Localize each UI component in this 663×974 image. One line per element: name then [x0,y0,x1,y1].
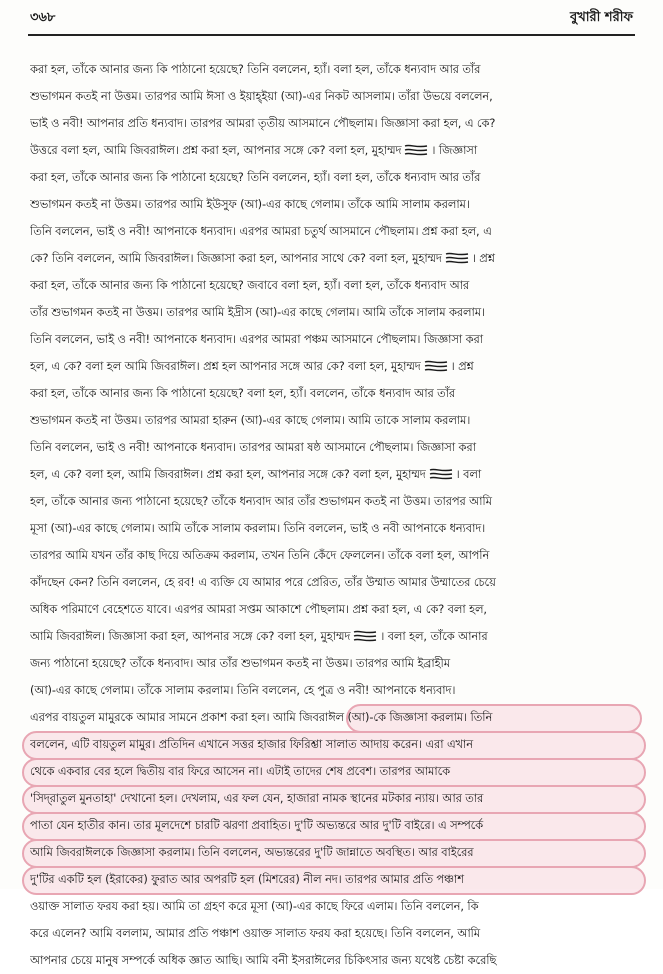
line-text: তাঁর শুভাগমন কতই না উত্তম। তারপর আমি ইদ্রীস (আ)-এর কাছে গেলাম। আমি তাঁকে সালাম করলাম। [30,305,485,319]
body-line [30,353,636,380]
line-text: 'সিদ্‌রাতুল মুনতাহা' দেখানো হল। দেখলাম, এর ফল যেন, হাজারা নামক স্থানের মটকার ন্যায়। আর তার [30,791,484,805]
salutation-icon [429,463,453,475]
body-line [30,650,636,677]
body-line [30,380,636,407]
line-text: আপনার চেয়ে মানুষ সম্পর্কে অধিক জ্ঞাত আছি। আমি বনী ইসরাঈলের চিকিৎসার জন্য যথেষ্ট চেষ্টা করেছি [30,953,497,967]
body-line [30,407,636,434]
line-text: । প্রশ্ন [471,251,495,265]
body-line [30,785,636,812]
body-line [30,272,636,299]
line-text: বললেন, এটি বায়তুল মামুর। প্রতিদিন এখানে সত্তর হাজার ফিরিশ্তা সালাত আদায় করেন। এরা এখান [30,737,473,751]
line-text: কে? তিনি বললেন, আমি জিবরাঈল। জিজ্ঞাসা করা হল, আপনার সাথে কে? বলা হল, মুহাম্মদ [30,251,442,265]
line-text: কাঁদছেন কেন? তিনি বললেন, হে রব! এ ব্যক্তি যে আমার পরে প্রেরিত, তাঁর উম্মাত আমার উম্মাতের চেয়ে [30,575,496,589]
body-line [30,515,636,542]
line-text: আমি জিবরাঈলকে জিজ্ঞাসা করলাম। তিনি বললেন, অভ্যন্তরের দু'টি জান্নাতে অবস্থিত। আর বাইরের [30,845,474,859]
line-text: করা হল, তাঁকে আনার জন্য কি পাঠানো হয়েছে? তিনি বললেন, হ্যাঁ। বলা হল, তাঁকে ধন্যবাদ আর তাঁর [30,170,481,184]
body-line [30,839,636,866]
line-text: তিনি বললেন, ভাই ও নবী! আপনাকে ধন্যবাদ। এরপর আমরা পঞ্চম আসমানে পৌছলাম। জিজ্ঞাসা করা [30,332,483,346]
salutation-icon [445,247,469,259]
line-text: আমি জিবরাঈল। জিজ্ঞাসা করা হল, আপনার সঙ্গে কে? বলা হল, মুহাম্মদ [30,629,351,643]
body-line [30,434,636,461]
body-line [30,812,636,839]
body-line [30,920,636,947]
body-line [30,569,636,596]
body-line [30,542,636,569]
body-text [30,56,636,974]
line-text: থেকে একবার বের হলে দ্বিতীয় বার ফিরে আসেন না। এটাই তাদের শেষ প্রবেশ। তারপর আমাকে [30,764,451,778]
body-line [30,326,636,353]
body-line [30,299,636,326]
line-text: দু'টির একটি হল (ইরাকের) ফুরাত আর অপরটি হল (মিশরের) নীল নদ। তারপর আমার প্রতি পঞ্চাশ [30,872,464,886]
body-line [30,704,636,731]
line-text: শুভাগমন কতই না উত্তম। তারপর আমরা হারুন (আ)-এর কাছে গেলাম। আমি তাকে সালাম করলাম। [30,413,471,427]
body-line [30,110,636,137]
book-title: বুখারী শরীফ [569,10,633,25]
body-line [30,488,636,515]
line-text: হল, এ কে? বলা হল আমি জিবরাঈল। প্রশ্ন হল আপনার সঙ্গে আর কে? বলা হল, মুহাম্মদ [30,359,421,373]
body-line [30,623,636,650]
line-text: অধিক পরিমাণে বেহেশতে যাবে। এরপর আমরা সপ্তম আকাশে পৌছলাম। প্রশ্ন করা হল, এ কে? বলা হল, [30,602,487,616]
body-line [30,893,636,920]
line-text: হল, এ কে? বলা হল, আমি জিবরাঈল। প্রশ্ন করা হল, আপনার সঙ্গে কে? বলা হল, মুহাম্মদ [30,467,426,481]
line-text: মূসা (আ)-এর কাছে গেলাম। আমি তাঁকে সালাম করলাম। তিনি বললেন, ভাই ও নবী আপনাকে ধন্যবাদ। [30,521,486,535]
header-rule [28,34,635,36]
body-line [30,731,636,758]
body-line [30,461,636,488]
salutation-icon [404,139,428,151]
body-line [30,947,636,974]
line-text: উত্তরে বলা হল, আমি জিবরাঈল। প্রশ্ন করা হল, আপনার সঙ্গে কে? বলা হল, মুহাম্মদ [30,143,402,157]
line-text: পাতা যেন হাতীর কান। তার মূলদেশে চারটি ঝরণা প্রবাহিত। দু'টি অভ্যন্তরে আর দু'টি বাইরে। এ সম্পর্কে [30,818,484,832]
line-text: । বলা হল, তাঁকে আনার [380,629,488,643]
line-text: তিনি বললেন, ভাই ও নবী! আপনাকে ধন্যবাদ। এরপর আমরা চতুর্থ আসমানে পৌছলাম। প্রশ্ন করা হল, এ [30,224,492,238]
body-line [30,164,636,191]
page-number: ৩৬৮ [30,10,56,25]
line-text: করে এলেন? আমি বললাম, আমার প্রতি পঞ্চাশ ওয়াক্ত সালাত ফরয করা হয়েছে। তিনি বললেন, আমি [30,926,481,940]
line-text: তারপর আমি যখন তাঁর কাছ দিয়ে অতিক্রম করলাম, তখন তিনি কেঁদে ফেললেন। তাঁকে বলা হল, আপনি [30,548,490,562]
line-text: ওয়াক্ত সালাত ফরয করা হয়। আমি তা গ্রহণ করে মূসা (আ)-এর কাছে ফিরে এলাম। তিনি বললেন, কি [30,899,479,913]
line-text: । প্রশ্ন [450,359,474,373]
body-line [30,596,636,623]
line-text: করা হল, তাঁকে আনার জন্য কি পাঠানো হয়েছে? তিনি বললেন, হ্যাঁ। বলা হল, তাঁকে ধন্যবাদ আর তাঁর [30,62,481,76]
line-text: শুভাগমন কতই না উত্তম। তারপর আমি ঈসা ও ইয়াহ্ইয়া (আ)-এর নিকট আসলাম। তাঁরা উভয়ে বললেন, [30,89,493,103]
line-text: করা হল, তাঁকে আনার জন্য কি পাঠানো হয়েছে? জবাবে বলা হল, হ্যাঁ। বলা হল, তাঁকে ধন্যবাদ আর [30,278,470,292]
page-header [30,8,633,30]
body-line [30,218,636,245]
line-text: । জিজ্ঞাসা [431,143,478,157]
body-line [30,245,636,272]
body-line [30,137,636,164]
body-line [30,677,636,704]
line-text: তিনি বললেন, ভাই ও নবী! আপনাকে ধন্যবাদ। তারপর আমরা ষষ্ঠ আসমানে পৌছলাম। জিজ্ঞাসা করা [30,440,476,454]
line-text: (আ)-এর কাছে গেলাম। তাঁকে সালাম করলাম। তিনি বললেন, হে পুত্র ও নবী! আপনাকে ধন্যবাদ। [30,683,456,697]
body-line [30,56,636,83]
line-text: এরপর বায়তুল মামুরকে আমার সামনে প্রকাশ করা হল। আমি জিবরাঈল (আ)-কে জিজ্ঞাসা করলাম। তিনি [30,710,493,724]
salutation-icon [424,355,448,367]
line-text: ভাই ও নবী! আপনার প্রতি ধন্যবাদ। তারপর আমরা তৃতীয় আসমানে পৌছলাম। জিজ্ঞাসা করা হল, এ কে? [30,116,496,130]
line-text: হল, তাঁকে আনার জন্য পাঠানো হয়েছে? তাঁকে ধন্যবাদ আর তাঁর শুভাগমন কতই না উত্তম। তারপর আমি [30,494,492,508]
body-line [30,83,636,110]
line-text: । বলা [455,467,482,481]
body-line [30,191,636,218]
line-text: জন্য পাঠানো হয়েছে? তাঁকে ধন্যবাদ। আর তাঁর শুভাগমন কতই না উত্তম। তারপর আমি ইব্রাহীম [30,656,450,670]
line-text: শুভাগমন কতই না উত্তম। তারপর আমি ইউসুফ (আ)-এর কাছে গেলাম। তাঁকে আমি সালাম করলাম। [30,197,470,211]
salutation-icon [353,625,377,637]
body-line [30,758,636,785]
line-text: করা হল, তাঁকে আনার জন্য কি পাঠানো হয়েছে? বলা হল, হ্যাঁ। বললেন, তাঁকে ধন্যবাদ আর তাঁর [30,386,456,400]
